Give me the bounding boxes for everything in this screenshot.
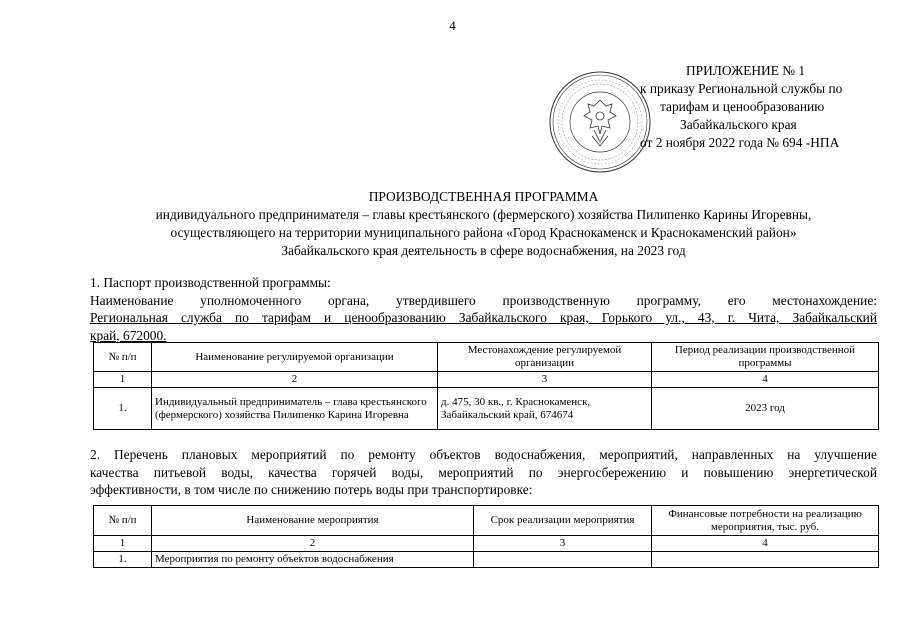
- table-header: Местонахождение регулируемой организации: [438, 343, 652, 372]
- measures-table: [93, 505, 879, 568]
- table-header: Период реализации производственной программы: [652, 343, 879, 372]
- appendix-date-line: от 2 ноября 2022 года № 694 -НПА: [640, 135, 840, 150]
- table-header: № п/п: [94, 506, 152, 536]
- table-cell: [652, 552, 879, 568]
- table-header: Наименование регулируемой организации: [152, 343, 438, 372]
- table-number-row: [94, 536, 879, 552]
- table-cell: 2: [152, 536, 474, 552]
- section-1: [90, 274, 877, 344]
- table-cell: 3: [474, 536, 652, 552]
- paragraph-line: край, 672000.: [90, 327, 167, 343]
- table-header: Срок реализации мероприятия: [474, 506, 652, 536]
- table-cell: Мероприятия по ремонту объектов водоснабжения: [152, 552, 474, 568]
- table-cell: 4: [652, 372, 879, 388]
- section-heading: 1. Паспорт производственной программы:: [90, 275, 331, 290]
- title-line: ПРОИЗВОДСТВЕННАЯ ПРОГРАММА: [368, 189, 599, 204]
- table-cell: 1.: [94, 388, 152, 430]
- table-cell: 2: [152, 372, 438, 388]
- table-cell: 1: [94, 536, 152, 552]
- table-cell: 2023 год: [652, 388, 879, 430]
- table-cell: Индивидуальный предприниматель – глава крестьянского (фермерского) хозяйства Пилипенко Карина Игоревна: [152, 388, 438, 430]
- table-header-row: [94, 343, 879, 372]
- title-line: Забайкальского края деятельность в сфере водоснабжения, на 2023 год: [281, 243, 686, 258]
- paragraph-line: эффективности, в том числе по снижению потерь воды при транспортировке:: [90, 482, 533, 497]
- table-cell: 3: [438, 372, 652, 388]
- table-row: [94, 552, 879, 568]
- official-seal-icon: [548, 70, 652, 174]
- table-header: Наименование мероприятия: [152, 506, 474, 536]
- document-title: [90, 188, 877, 260]
- appendix-block: [640, 62, 890, 152]
- appendix-order-line: к приказу Региональной службы по: [640, 81, 843, 96]
- table-cell: [474, 552, 652, 568]
- table-cell: 1.: [94, 552, 152, 568]
- paragraph-line: Региональная служба по тарифам и ценообразованию Забайкальского края, Горького ул., 43, г. Чита, Забайкальский: [90, 310, 877, 325]
- paragraph-line: Наименование уполномоченного органа, утвердившего производственную программу, его местонахождение:: [90, 292, 877, 308]
- table-header-row: [94, 506, 879, 536]
- table-header: № п/п: [94, 343, 152, 372]
- appendix-order-line: тарифам и ценообразованию: [660, 99, 825, 114]
- page-number: 4: [449, 18, 456, 33]
- title-line: осуществляющего на территории муниципального района «Город Краснокаменск и Краснокаменский район»: [170, 225, 797, 240]
- appendix-title: ПРИЛОЖЕНИЕ № 1: [686, 63, 806, 78]
- table-header: Финансовые потребности на реализацию мероприятия, тыс. руб.: [652, 506, 879, 536]
- appendix-order-line: Забайкальского края: [680, 117, 797, 132]
- table-cell: д. 475, 30 кв., г. Краснокаменск, Забайкальский край, 674674: [438, 388, 652, 430]
- table-row: [94, 388, 879, 430]
- paragraph-line: качества питьевой воды, качества горячей воды, мероприятий по энергосбережению и повышению энергетической: [90, 464, 877, 480]
- organization-table: [93, 342, 879, 430]
- paragraph-line: 2. Перечень плановых мероприятий по ремонту объектов водоснабжения, мероприятий, направленных на улучшение: [90, 447, 877, 462]
- section-2: [90, 446, 877, 499]
- table-number-row: [94, 372, 879, 388]
- table-cell: 4: [652, 536, 879, 552]
- title-line: индивидуального предпринимателя – главы крестьянского (фермерского) хозяйства Пилипенко Карины Игоревны,: [155, 207, 812, 222]
- table-cell: 1: [94, 372, 152, 388]
